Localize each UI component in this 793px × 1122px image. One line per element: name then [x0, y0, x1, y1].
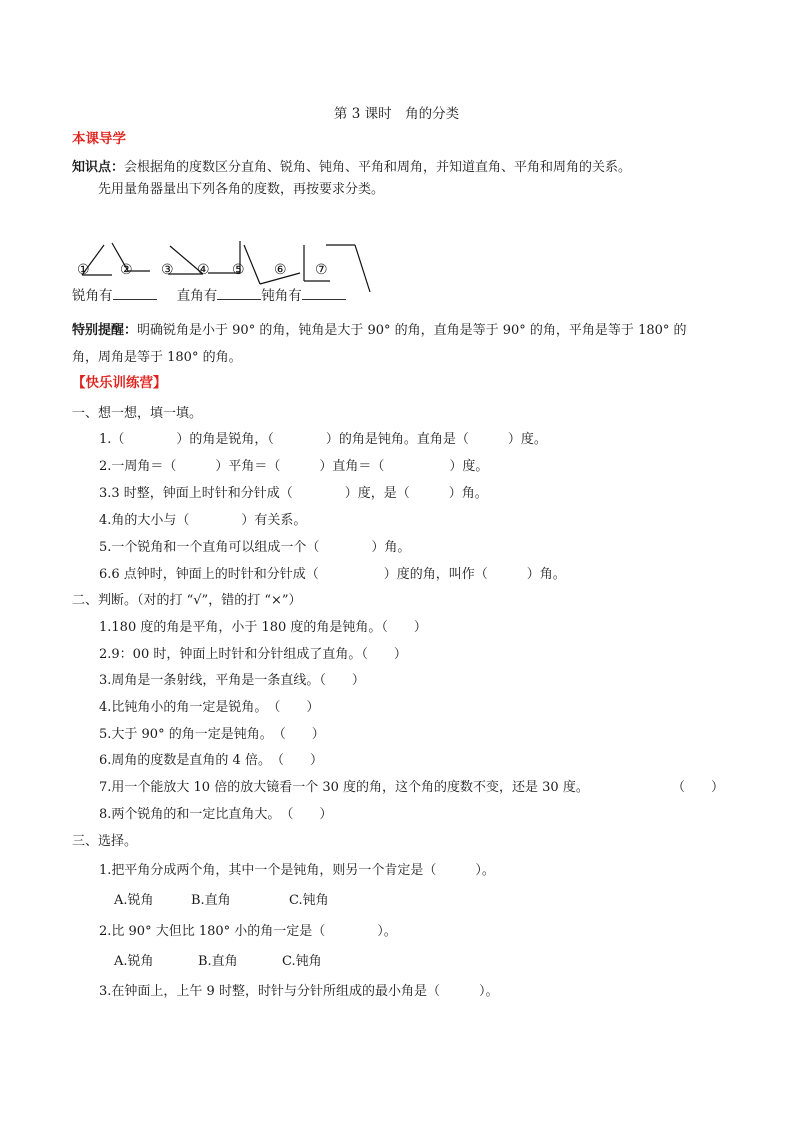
part1-item-5: 5.一个锐角和一个直角可以组成一个（ ）角。: [99, 540, 411, 555]
angle-label-7: ⑦: [315, 262, 328, 278]
part2-item-8: 8.两个锐角的和一定比直角大。 （ ）: [99, 807, 333, 822]
angle-label-3: ③: [161, 262, 174, 278]
part3-q2-option-c[interactable]: C.钝角: [282, 954, 322, 969]
part3-q2-stem: 2.比 90° 大但比 180° 小的角一定是（ ）。: [99, 924, 397, 939]
part2-heading: 二、判断。（对的打 “√”，错的打 “×”）: [72, 593, 302, 608]
reminder-label: 特别提醒：: [72, 323, 138, 338]
part2-item-3: 3.周角是一条射线，平角是一条直线。（ ）: [99, 673, 365, 688]
right-label: 直角有: [176, 288, 218, 304]
section-guide-heading: 本课导学: [72, 131, 126, 147]
knowledge-label: 知识点：: [72, 160, 125, 175]
part3-q2-option-b[interactable]: B.直角: [198, 954, 238, 969]
part1-item-4: 4.角的大小与（ ）有关系。: [99, 513, 307, 528]
part2-item-5: 5.大于 90° 的角一定是钝角。 （ ）: [99, 727, 325, 742]
right-answer-blank[interactable]: [217, 298, 261, 300]
acute-label: 锐角有: [72, 288, 113, 304]
part1-item-2: 2.一周角＝（ ）平角＝（ ）直角＝（ ）度。: [99, 459, 489, 474]
knowledge-point: [72, 161, 631, 174]
part1-item-3: 3.3 时整，钟面上时针和分针成（ ）度，是（ ）角。: [99, 486, 488, 501]
acute-answer-blank[interactable]: [113, 298, 157, 300]
angle-label-2: ②: [120, 262, 133, 278]
knowledge-text: 会根据角的度数区分直角、锐角、钝角、平角和周角，并知道直角、平角和周角的关系。: [124, 160, 632, 175]
part1-item-6: 6.6 点钟时，钟面上的时针和分针成（ ）度的角，叫作（ ）角。: [99, 567, 566, 582]
reminder-line-1: [72, 324, 687, 337]
part3-q3-stem: 3.在钟面上，上午 9 时整，时针与分针所组成的最小角是（ ）。: [99, 984, 499, 999]
part1-heading: 一、想一想，填一填。: [72, 406, 203, 421]
page-title: 第 3 课时 角的分类: [333, 106, 460, 122]
reminder-line-2: 角，周角是等于 180° 的角。: [72, 350, 242, 365]
part2-item-2: 2.9：00 时，钟面上时针和分针组成了直角。（ ）: [99, 647, 407, 662]
section-practice-heading: 【快乐训练营】: [72, 375, 167, 391]
obtuse-label: 钝角有: [261, 288, 302, 304]
part2-item-7: 7.用一个能放大 10 倍的放大镜看一个 30 度的角，这个角的度数不变，还是 30 度。: [99, 780, 589, 795]
part1-item-1: 1.（ ）的角是锐角，（ ）的角是钝角。直角是（ ）度。: [99, 432, 547, 447]
part3-q2-option-a[interactable]: A.锐角: [114, 954, 154, 969]
angle-label-4: ④: [197, 262, 210, 278]
part2-item-4: 4.比钝角小的角一定是锐角。 （ ）: [99, 700, 320, 715]
part3-q1-option-c[interactable]: C.钝角: [289, 893, 329, 908]
part2-item-7-answer[interactable]: （ ）: [672, 780, 725, 795]
part2-item-1: 1.180 度的角是平角，小于 180 度的角是钝角。（ ）: [99, 620, 427, 635]
angle-label-6: ⑥: [274, 262, 287, 278]
reminder-text-1: 明确锐角是小于 90° 的角，钝角是大于 90° 的角，直角是等于 90° 的角，平角是等于 180° 的: [137, 323, 687, 338]
instruction-text: 先用量角器量出下列各角的度数，再按要求分类。: [98, 182, 385, 197]
angle-label-1: ①: [77, 262, 90, 278]
classification-row: [72, 290, 346, 304]
part2-item-6: 6.周角的度数是直角的 4 倍。 （ ）: [99, 753, 323, 768]
part3-q1-stem: 1.把平角分成两个角，其中一个是钝角，则另一个肯定是（ ）。: [99, 863, 495, 878]
obtuse-answer-blank[interactable]: [302, 298, 346, 300]
angle-label-5: ⑤: [232, 262, 245, 278]
part3-q1-option-b[interactable]: B.直角: [191, 893, 231, 908]
part3-heading: 三、选择。: [72, 834, 138, 849]
part3-q1-option-a[interactable]: A.锐角: [114, 893, 154, 908]
